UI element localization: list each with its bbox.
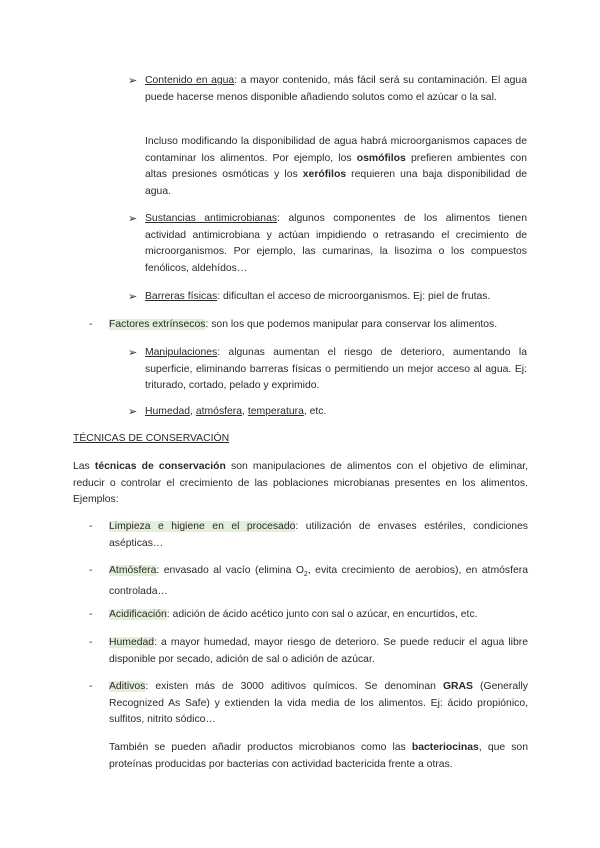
dash-bullet: - [89, 565, 93, 576]
antimicrobial-item [145, 211, 527, 277]
cleaning-term: Limpieza e higiene en el procesado [109, 521, 296, 532]
technique-item-humidity: Humedad: a mayor humedad, mayor riesgo de deterioro. Se puede reducir el agua libre disponible por secado, adición de sal o adición de azúcar. [109, 637, 528, 665]
additives-term: Aditivos [109, 681, 146, 692]
antimicrobial-text: : algunos componentes de los alimentos tienen actividad antimicrobiana y actúan impidiendo o retrasando el crecimiento de microorganismos. Por ejemplo, las cumarinas, la lisozima o los compuestos fenólicos, aldehídos… [145, 213, 527, 274]
acidification-term: Acidificación [109, 609, 167, 620]
dash-bullet: - [89, 637, 93, 648]
arrow-bullet-icon: ➢ [128, 213, 138, 225]
technique-item-acidification: Acidificación: adición de ácido acético junto con sal o azúcar, en encurtidos, etc. [109, 609, 478, 620]
manipulations-text: : algunas aumentan el riesgo de deterioro, aumentando la superficie, eliminando barreras físicas o permitiendo un mejor acceso al agua. Ej: triturado, cortado, pelado y exprimido. [145, 347, 527, 392]
barriers-item [145, 289, 527, 306]
water-content-item [145, 73, 527, 106]
water-content-text: : a mayor contenido, más fácil será su contaminación. El agua puede hacerse menos disponible añadiendo solutos como el azúcar o la sal. [145, 75, 527, 103]
antimicrobial-term: Sustancias antimicrobianas [145, 213, 278, 224]
extrinsic-term: Factores extrínsecos [109, 319, 206, 330]
technique-item-atmosphere: Atmósfera: envasado al vacío (elimina $O_2$, evita crecimiento de aerobios), en atmósfera controlada… [109, 565, 528, 597]
xerophiles-term: xerófilos [302, 169, 347, 181]
dash-bullet: - [89, 521, 93, 532]
dash-bullet: - [89, 681, 93, 692]
temperature-term: temperatura [247, 406, 304, 417]
gras-term: GRAS [442, 681, 473, 692]
atmosphere-technique-term: Atmósfera [109, 565, 157, 576]
environment-item: Humedad, atmósfera, temperatura, etc. [145, 406, 327, 417]
section-heading: TÉCNICAS DE CONSERVACIÓN [73, 433, 230, 444]
extrinsic-item [109, 317, 529, 334]
osmophiles-term: osmófilos [356, 152, 406, 164]
humidity-term: Humedad [145, 406, 191, 417]
arrow-bullet-icon: ➢ [128, 75, 138, 87]
technique-item-cleaning: Limpieza e higiene en el procesado: utilización de envases estériles, condiciones asépticas… [109, 521, 528, 549]
water-content-paragraph: Incluso modificando la disponibilidad de agua habrá microorganismos capaces de contaminar los alimentos. Por ejemplo, los osmófilos prefieren ambientes con altas presiones osmóticas y los xerófilos requieren una baja disponibilidad de agua. [145, 136, 527, 197]
arrow-bullet-icon: ➢ [128, 406, 138, 418]
atmosphere-term: atmósfera [195, 406, 243, 417]
barriers-term: Barreras físicas [145, 291, 218, 302]
bacteriocins-paragraph: También se pueden añadir productos microbianos como las bacteriocinas, que son proteínas producidas por bacterias con actividad bactericida frente a otras. [109, 742, 528, 770]
dash-bullet: - [89, 609, 93, 620]
manipulations-term: Manipulaciones [145, 347, 218, 358]
bacteriocins-term: bacteriocinas [411, 742, 479, 753]
humidity-technique-term: Humedad [109, 637, 155, 648]
manipulations-item [145, 345, 527, 395]
water-content-term: Contenido en agua [145, 75, 235, 86]
techniques-intro: Las técnicas de conservación son manipulaciones de alimentos con el objetivo de eliminar, reducir o controlar el crecimiento de las poblaciones microbianas presentes en los alimentos. Ejemplos: [73, 461, 528, 506]
technique-item-additives: Aditivos: existen más de 3000 aditivos químicos. Se denominan GRAS (Generally Recognized As Safe) y extienden la vida media de los alimentos. Ej: ácido propiónico, sulfitos, nitrito sódico… [109, 681, 528, 726]
arrow-bullet-icon: ➢ [128, 347, 138, 359]
techniques-bold-term: técnicas de conservación [94, 461, 226, 472]
dash-bullet: - [89, 319, 93, 330]
barriers-text: : dificultan el acceso de microorganismos. Ej: piel de frutas. [217, 291, 491, 302]
extrinsic-text: : son los que podemos manipular para conservar los alimentos. [205, 319, 498, 330]
arrow-bullet-icon: ➢ [128, 291, 138, 303]
